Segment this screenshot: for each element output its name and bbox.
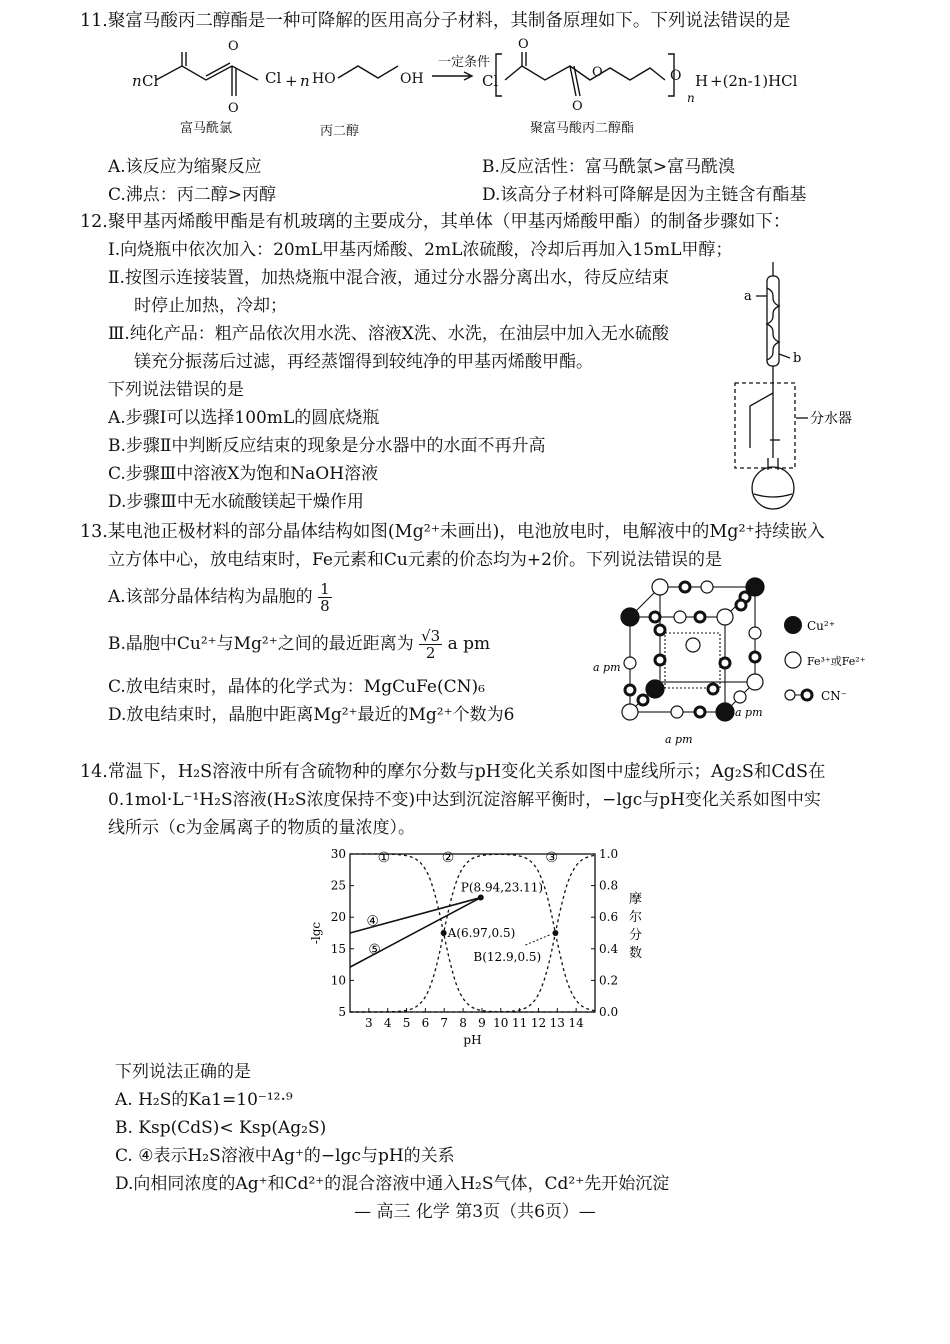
y-right-tick-label: 0.6 [599, 910, 619, 925]
q12-step1: Ⅰ.向烧瓶中依次加入：20mL甲基丙烯酸、2mL浓硫酸，冷却后再加入15mL甲醇； [108, 240, 733, 260]
q11-option-d[interactable]: D.该高分子材料可降解是因为主链含有酯基 [482, 185, 807, 205]
curve-label: ④ [366, 913, 379, 930]
x-axis-label: pH [463, 1033, 482, 1047]
curve-label: ③ [545, 850, 558, 867]
oh-group: OH [400, 71, 424, 87]
x-tick-label: 5 [402, 1016, 411, 1030]
x-tick-label: 6 [421, 1016, 430, 1030]
x-tick-label: 11 [511, 1016, 528, 1030]
label-polymer: 聚富马酸丙二醇酯 [530, 121, 635, 136]
legend-fe-marker [785, 652, 801, 668]
label-b: b [793, 351, 802, 366]
q12-option-b[interactable]: B.步骤Ⅱ中判断反应结束的现象是分水器中的水面不再升高 [108, 436, 546, 456]
y-left-tick-label: 25 [330, 878, 346, 893]
y-left-tick-label: 20 [330, 910, 346, 925]
point-P-label: P(8.94,23.11) [460, 880, 544, 895]
point-P [478, 895, 484, 901]
q13-stem-1: 13.某电池正极材料的部分晶体结构如图(Mg²⁺未画出)，电池放电时，电解液中的Mg²⁺持续嵌入 [80, 522, 825, 542]
o-label-1: O [228, 39, 239, 54]
point-A-label: A(6.97,0.5) [447, 926, 516, 940]
q12-option-c[interactable]: C.步骤Ⅲ中溶液X为饱和NaOH溶液 [108, 464, 379, 484]
apm-label-right: a pm [735, 706, 763, 719]
curve-label: ① [377, 850, 391, 867]
ho-group: HO [312, 71, 336, 87]
q12-step3b: 镁充分振荡后过滤，再经蒸馏得到较纯净的甲基丙烯酸甲酯。 [134, 352, 593, 372]
y-right-axis-label-char: 数 [629, 946, 643, 961]
q14-stem-2: 0.1mol·L⁻¹H₂S溶液(H₂S浓度保持不变)中达到沉淀溶解平衡时，−lgc与pH变化关系如图中实 [108, 790, 821, 810]
cl-right: Cl [265, 69, 282, 87]
q14-chart [300, 842, 650, 1052]
y-right-tick-label: 0.0 [599, 1005, 619, 1019]
point-B-label: B(12.9,0.5) [473, 950, 542, 964]
legend-cu-marker [784, 616, 802, 634]
q14-option-b[interactable]: B. Ksp(CdS)< Ksp(Ag₂S) [115, 1118, 327, 1138]
product-h: H [695, 72, 709, 90]
o-label-2: O [228, 101, 239, 116]
apm-label-left: a pm [593, 661, 621, 674]
q13-stem-2: 立方体中心，放电结束时，Fe元素和Cu元素的价态均为+2价。下列说法错误的是 [108, 550, 722, 570]
x-tick-label: 7 [440, 1016, 449, 1030]
q12-stem: 12.聚甲基丙烯酸甲酯是有机玻璃的主要成分，其单体（甲基丙烯酸甲酯）的制备步骤如下： [80, 212, 791, 232]
q13-crystal-diagram [585, 575, 885, 750]
q11-option-a[interactable]: A.该反应为缩聚反应 [108, 157, 262, 177]
q14-option-c[interactable]: C. ④表示H₂S溶液中Ag⁺的−lgc与pH的关系 [115, 1146, 455, 1166]
x-tick-label: 3 [365, 1016, 373, 1030]
q14-ask: 下列说法正确的是 [115, 1062, 251, 1082]
q13-option-a[interactable] [108, 581, 332, 614]
point-B-arrow [525, 935, 549, 945]
point-A [441, 930, 447, 936]
y-right-axis-label-char: 尔 [629, 910, 643, 925]
label-propanediol: 丙二醇 [320, 124, 360, 139]
q13-option-b-fraction: $\frac{√3}{2}$ [421, 627, 441, 662]
legend-cn-label: CN⁻ [821, 689, 848, 703]
y-right-tick-label: 1.0 [599, 847, 619, 861]
q12-step3a: Ⅲ.纯化产品：粗产品依次用水洗、溶液X洗、水洗，在油层中加入无水硫酸 [108, 324, 669, 344]
o-label-5: O [592, 65, 603, 80]
q13-option-d[interactable]: D.放电结束时，晶胞中距离Mg²⁺最近的Mg²⁺个数为6 [108, 705, 515, 725]
y-right-axis-label-char: 分 [629, 928, 643, 943]
x-tick-label: 9 [478, 1016, 486, 1030]
q14-option-a[interactable]: A. H₂S的Ka1=10⁻¹²·⁹ [115, 1090, 293, 1110]
x-tick-label: 10 [493, 1016, 509, 1030]
x-tick-label: 13 [549, 1016, 565, 1030]
y-right-axis-label-char: 摩 [629, 892, 643, 907]
product-n: n [687, 91, 695, 105]
label-a: a [744, 289, 752, 304]
label-fumaryl: 富马酰氯 [180, 121, 233, 136]
q11-stem: 11.聚富马酸丙二醇酯是一种可降解的医用高分子材料，其制备原理如下。下列说法错误的是 [80, 11, 791, 31]
y-left-tick-label: 30 [330, 847, 346, 861]
byproduct-hcl: +(2n-1)HCl [710, 72, 798, 90]
page-footer: — 高三 化学 第3页（共6页）— [354, 1202, 596, 1222]
q11-reaction-scheme [120, 36, 840, 146]
q12-option-a[interactable]: A.步骤Ⅰ可以选择100mL的圆底烧瓶 [108, 408, 380, 428]
q12-ask: 下列说法错误的是 [108, 380, 244, 400]
y-right-tick-label: 0.4 [599, 941, 619, 956]
product-cl: Cl [482, 72, 499, 90]
q12-step2a: Ⅱ.按图示连接装置，加热烧瓶中混合液，通过分水器分离出水，待反应结束 [108, 268, 669, 288]
x-tick-label: 14 [568, 1016, 584, 1030]
curve-label: ⑤ [368, 941, 381, 958]
y-left-tick-label: 10 [330, 973, 346, 988]
q14-option-d[interactable]: D.向相同浓度的Ag⁺和Cd²⁺的混合溶液中通入H₂S气体，Cd²⁺先开始沉淀 [115, 1174, 670, 1194]
x-tick-label: 12 [530, 1016, 547, 1030]
product-o-end: O [670, 68, 682, 84]
q12-apparatus-diagram [720, 258, 880, 513]
q11-option-b[interactable]: B.反应活性：富马酰氯>富马酰溴 [482, 157, 736, 177]
y-right-tick-label: 0.8 [599, 878, 619, 893]
reaction-condition: 一定条件 [438, 55, 491, 70]
q14-stem-1: 14.常温下，H₂S溶液中所有含硫物种的摩尔分数与pH变化关系如图中虚线所示；Ag₂S和CdS在 [80, 762, 826, 782]
coef-n1: n [132, 72, 142, 90]
point-B [552, 930, 558, 936]
q13-option-a-text: A.该部分晶体结构为晶胞的 [108, 587, 313, 607]
q13-option-c[interactable]: C.放电结束时，晶体的化学式为：MgCuFe(CN)₆ [108, 677, 485, 697]
q13-option-b-unit: a pm [447, 634, 491, 654]
apm-label-bottom: a pm [665, 733, 693, 746]
legend-cn-n-marker [802, 690, 812, 700]
y-left-tick-label: 15 [330, 941, 346, 956]
q11-option-c[interactable]: C.沸点：丙二醇>丙醇 [108, 185, 277, 205]
q14-stem-3: 线所示（c为金属离子的物质的量浓度）。 [108, 818, 416, 838]
legend-cu-label: Cu²⁺ [807, 619, 836, 633]
coef-n2: n [300, 72, 310, 90]
q13-option-a-fraction: $\frac{1}{8}$ [320, 580, 330, 615]
y-left-axis-label: -lgc [309, 921, 323, 945]
y-right-tick-label: 0.2 [599, 973, 619, 988]
cl-left: Cl [142, 72, 159, 90]
label-separator: 分水器 [810, 411, 852, 427]
legend-fe-label: Fe³⁺或Fe²⁺ [807, 655, 866, 668]
o-label-3: O [518, 37, 529, 52]
plus-sign: + [285, 72, 298, 90]
q12-step2b: 时停止加热，冷却； [134, 296, 287, 316]
x-tick-label: 4 [383, 1016, 392, 1030]
y-left-tick-label: 5 [338, 1005, 346, 1019]
x-tick-label: 8 [459, 1016, 467, 1030]
legend-cn-c-marker [785, 690, 795, 700]
q13-option-b-text: B.晶胞中Cu²⁺与Mg²⁺之间的最近距离为 [108, 634, 414, 654]
curve-label: ② [441, 850, 455, 867]
q12-option-d[interactable]: D.步骤Ⅲ中无水硫酸镁起干燥作用 [108, 492, 364, 512]
q13-option-b[interactable] [108, 628, 490, 661]
o-label-4: O [572, 99, 583, 114]
